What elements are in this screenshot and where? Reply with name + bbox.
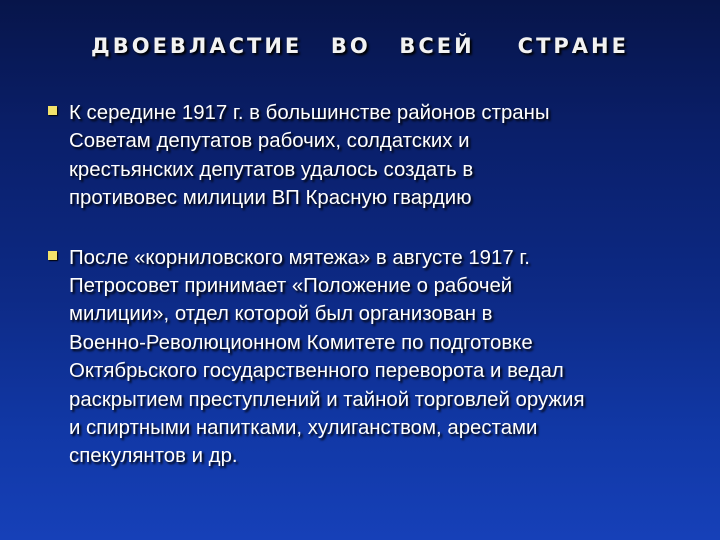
bullet-line: Военно-Революционном Комитете по подготовке xyxy=(69,331,533,354)
bullet-line: Петросовет принимает «Положение о рабочей xyxy=(69,275,513,298)
slide-title: ДВОЕВЛАСТИЕ ВО ВСЕЙ СТРАНЕ xyxy=(91,34,629,58)
bullet-line: Октябрьского государственного переворота и ведал xyxy=(69,360,564,383)
bullet-line: К середине 1917 г. в большинстве районов страны xyxy=(69,102,550,124)
square-bullet-icon xyxy=(48,106,57,115)
bullet-line: раскрытием преступлений и тайной торговлей оружия xyxy=(69,388,585,411)
bullet-list xyxy=(48,99,688,471)
bullet-line: После «корниловского мятежа» в августе 1917 г. xyxy=(69,246,530,269)
bullet-line: противовес милиции ВП Красную гвардию xyxy=(69,187,472,210)
bullet-item xyxy=(48,244,688,471)
bullet-line: Советам депутатов рабочих, солдатских и xyxy=(69,130,470,153)
bullet-line: и спиртными напитками, хулиганством, арестами xyxy=(69,417,538,440)
bullet-item xyxy=(48,99,688,213)
bullet-line: спекулянтов и др. xyxy=(69,445,238,468)
bullet-line: милиции», отдел которой был организован в xyxy=(69,303,493,326)
bullet-line: крестьянских депутатов удалось создать в xyxy=(69,158,474,181)
square-bullet-icon xyxy=(48,251,57,260)
